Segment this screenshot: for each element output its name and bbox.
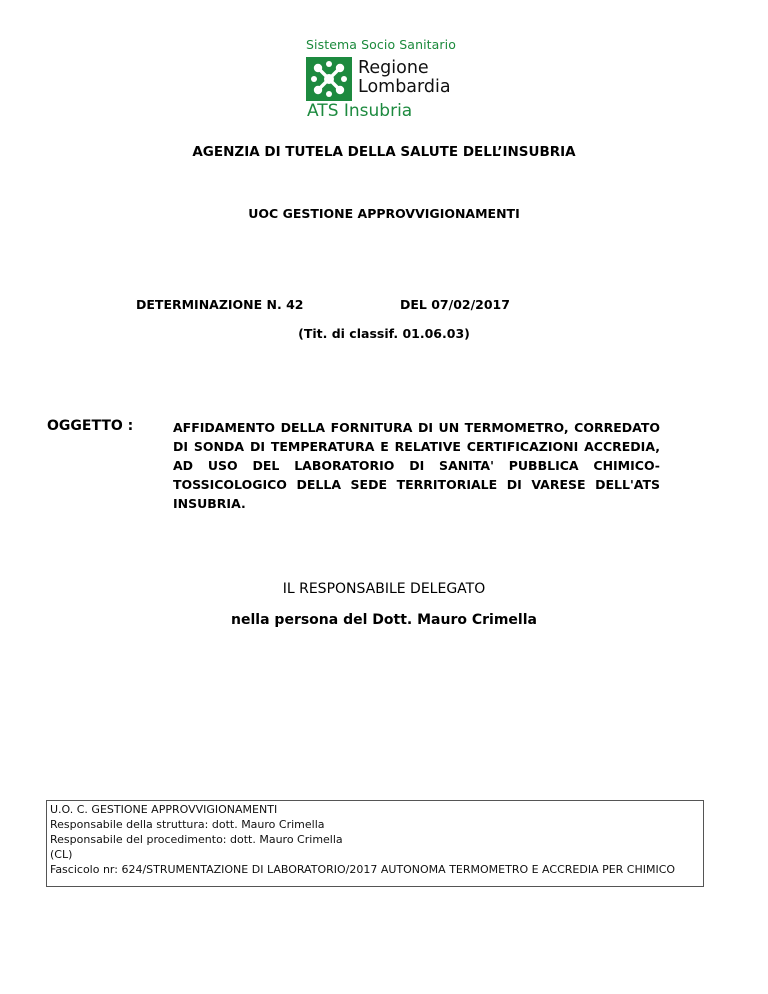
footer-file-number: Fascicolo nr: 624/STRUMENTAZIONE DI LABORATORIO/2017 AUTONOMA TERMOMETRO E ACCREDIA PER CHIMICO [50,863,676,876]
subject-label: OGGETTO : [47,418,134,434]
signatory-title: IL RESPONSABILE DELEGATO [282,581,486,597]
signatory-person: nella persona del Dott. Mauro Crimella [231,612,537,628]
rosa-camuna-icon [306,57,352,101]
logo-ats-text: ATS Insubria [307,101,413,121]
footer-procedure-manager: Responsabile del procedimento: dott. Mauro Crimella [50,833,343,846]
unit-title: UOC GESTIONE APPROVVIGIONAMENTI [248,206,520,221]
footer-info-box [46,800,704,887]
classification: (Tit. di classif. 01.06.03) [298,326,470,341]
footer-structure-manager: Responsabile della struttura: dott. Mauro Crimella [50,818,325,831]
determination-date: DEL 07/02/2017 [400,297,510,312]
logo-lombardia-text: Lombardia [358,77,451,97]
logo-system-text: Sistema Socio Sanitario [306,37,456,52]
subject-text: AFFIDAMENTO DELLA FORNITURA DI UN TERMOMETRO, CORREDATO DI SONDA DI TEMPERATURA E RELATIVE CERTIFICAZIONI ACCREDIA, AD USO DEL LABORATORIO DI SANITA' PUBBLICA CHIMICO-TOSSICOLOGICO DELLA SEDE TERRITORIALE DI VARESE DELL'ATS INSUBRIA. [173,420,660,511]
logo-regione-text: Regione [358,58,429,78]
footer-unit: U.O. C. GESTIONE APPROVVIGIONAMENTI [50,803,278,816]
footer-initials: (CL) [50,848,73,861]
agency-title: AGENZIA DI TUTELA DELLA SALUTE DELL’INSUBRIA [192,144,576,160]
determination-number: DETERMINAZIONE N. 42 [136,297,304,312]
